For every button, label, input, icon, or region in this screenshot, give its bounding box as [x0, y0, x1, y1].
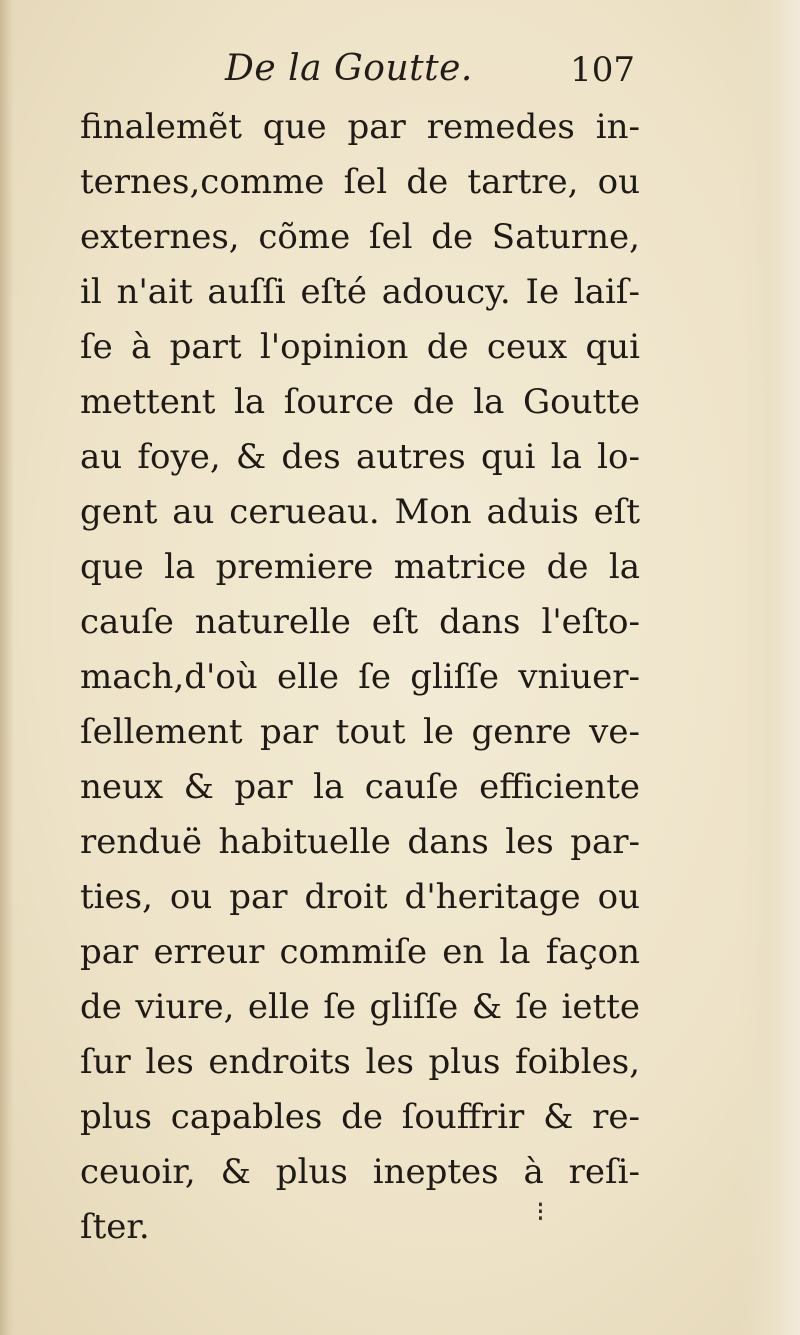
text-line: finalemẽt que par remedes in-	[80, 107, 640, 147]
text-line: ſellement par tout le genre ve-	[80, 712, 640, 752]
page-header	[225, 48, 635, 108]
text-line: de viure, elle ſe gliſſe & ſe iette	[80, 987, 640, 1027]
body-text	[80, 100, 640, 1255]
text-line: ſter.	[80, 1207, 150, 1247]
text-line: au foye, & des autres qui la lo-	[80, 437, 640, 477]
page-number: 107	[570, 50, 635, 90]
page-gutter-shadow	[0, 0, 14, 1335]
text-line: renduë habituelle dans les par-	[80, 822, 640, 862]
text-line: ſur les endroits les plus foibles,	[80, 1042, 640, 1082]
text-line: par erreur commiſe en la façon	[80, 932, 640, 972]
running-title: De la Goutte.	[225, 48, 473, 89]
ink-mark: ⁝	[536, 1195, 545, 1228]
text-line: neux & par la cauſe efficiente	[80, 767, 640, 807]
text-line: que la premiere matrice de la	[80, 547, 640, 587]
text-line: gent au cerueau. Mon aduis eſt	[80, 492, 640, 532]
text-line: cauſe naturelle eſt dans l'eſto-	[80, 602, 640, 642]
text-line: plus capables de ſouffrir & re-	[80, 1097, 640, 1137]
text-line: mach,d'où elle ſe gliſſe vniuer-	[80, 657, 640, 697]
text-line: externes, cõme ſel de Saturne,	[80, 217, 640, 257]
text-line: ties, ou par droit d'heritage ou	[80, 877, 640, 917]
text-line: ſe à part l'opinion de ceux qui	[80, 327, 640, 367]
page-edge	[740, 0, 800, 1335]
text-line: ceuoir, & plus ineptes à reſi-	[80, 1152, 640, 1192]
text-line: ternes,comme ſel de tartre, ou	[80, 162, 640, 202]
text-line: il n'ait auſſi eſté adoucy. Ie laiſ-	[80, 272, 640, 312]
text-line: mettent la ſource de la Goutte	[80, 382, 640, 422]
